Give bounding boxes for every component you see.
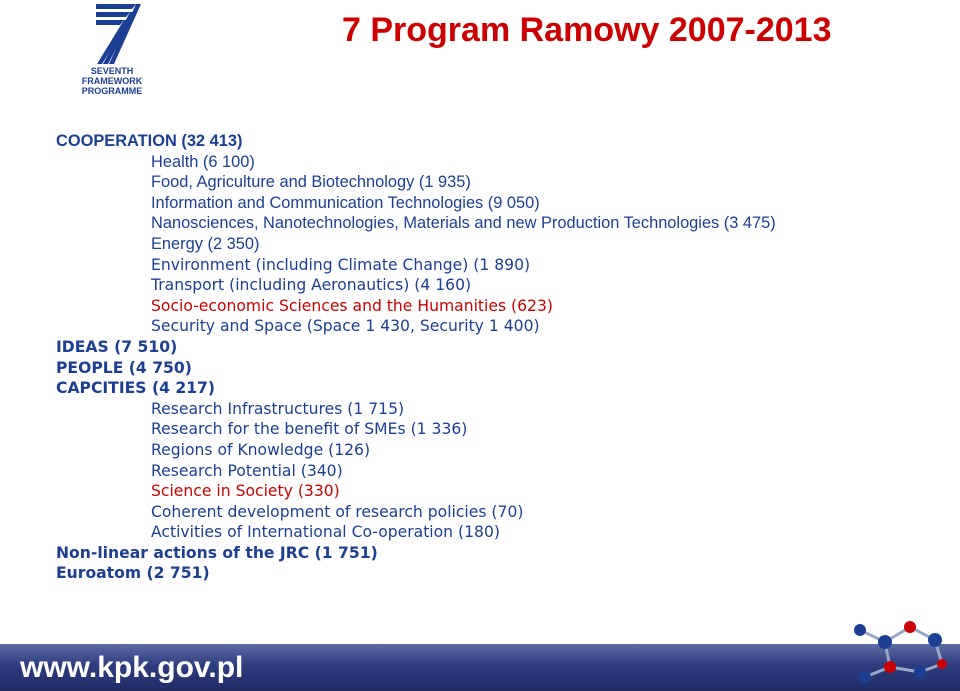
logo-caption-line1: SEVENTH FRAMEWORK [81, 66, 143, 86]
section-heading: PEOPLE (4 750) [56, 358, 192, 377]
list-item: Information and Communication Technologies (9 050) [151, 193, 540, 212]
list-item: Health (6 100) [151, 152, 255, 171]
section-heading: CAPCITIES (4 217) [56, 379, 216, 398]
footer-bar [0, 644, 960, 691]
section-heading: Non-linear actions of the JRC (1 751) [56, 543, 378, 562]
molecule-icon [830, 612, 960, 691]
page-title: 7 Program Ramowy 2007-2013 [342, 11, 832, 49]
list-item: Environment (including Climate Change) (1 890) [151, 255, 531, 274]
logo-caption [62, 66, 162, 96]
list-item: Coherent development of research policies (70) [151, 502, 524, 521]
budget-list [56, 131, 936, 584]
list-item: Socio-economic Sciences and the Humanities (623) [151, 296, 553, 315]
list-item: Food, Agriculture and Biotechnology (1 935) [151, 173, 471, 192]
list-item: Research for the benefit of SMEs (1 336) [151, 420, 468, 439]
list-item: Transport (including Aeronautics) (4 160) [151, 276, 472, 295]
list-item: Research Potential (340) [151, 461, 343, 480]
section-heading: COOPERATION (32 413) [56, 132, 243, 150]
list-item: Activities of International Co-operation (180) [151, 523, 500, 542]
list-item: Nanosciences, Nanotechnologies, Materials and new Production Technologies (3 475) [151, 214, 776, 233]
section-heading: IDEAS (7 510) [56, 337, 178, 356]
list-item: Regions of Knowledge (126) [151, 440, 371, 459]
seventh-framework-programme-logo [62, 2, 162, 96]
list-item: Security and Space (Space 1 430, Security 1 400) [151, 317, 540, 336]
section-heading: Euroatom (2 751) [56, 564, 210, 583]
logo-caption-line2: PROGRAMME [81, 86, 143, 96]
list-item: Research Infrastructures (1 715) [151, 399, 405, 418]
footer-url[interactable]: www.kpk.gov.pl [20, 651, 244, 684]
list-item: Science in Society (330) [151, 482, 340, 501]
list-item: Energy (2 350) [151, 234, 260, 253]
